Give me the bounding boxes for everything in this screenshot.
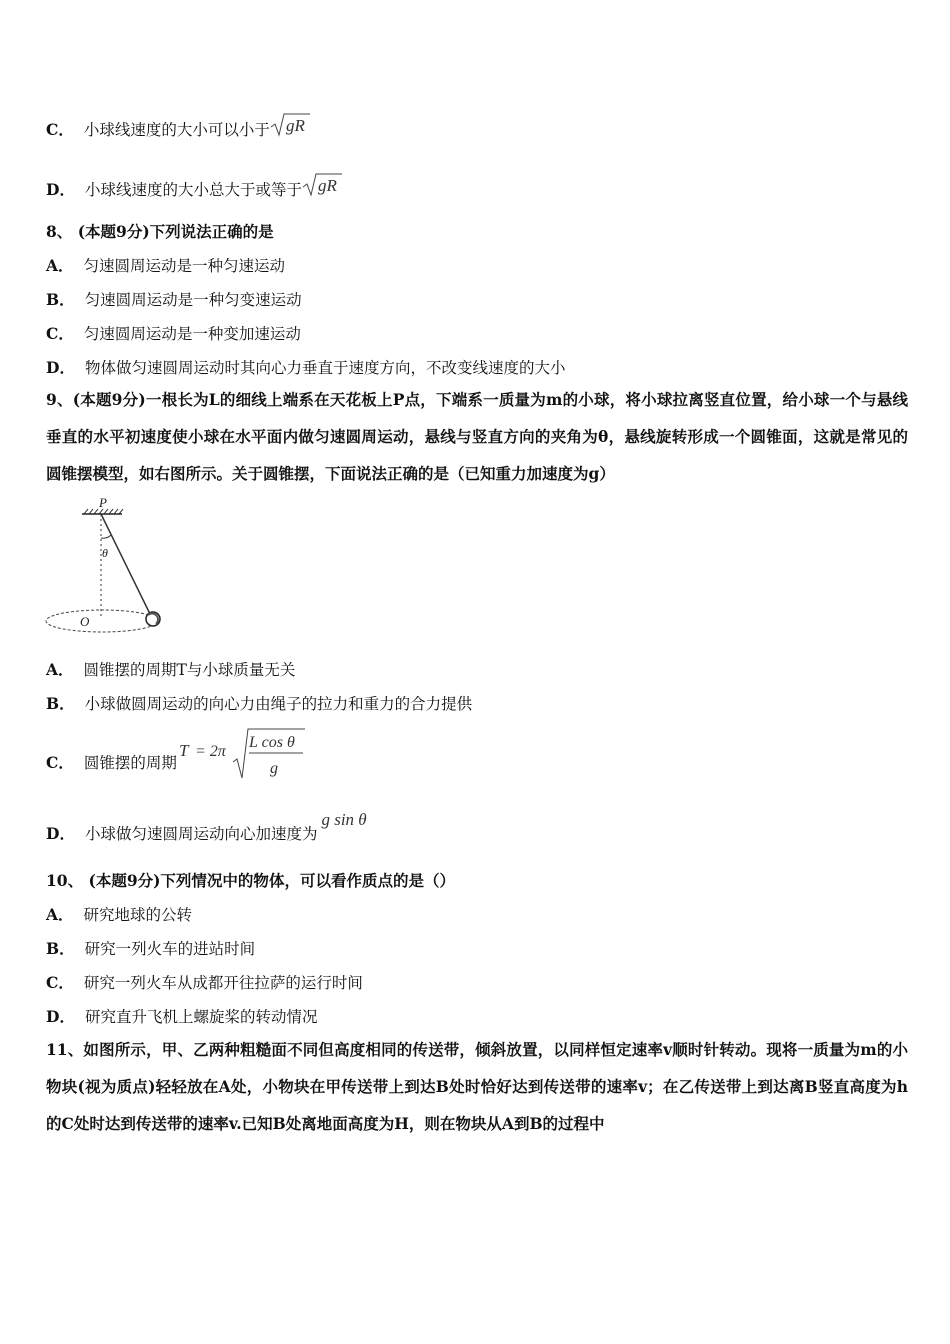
option-text: 匀速圆周运动是一种匀变速运动: [84, 291, 302, 309]
angle-arc: [101, 535, 111, 538]
q9-option-a[interactable]: [46, 658, 295, 680]
option-label: A．: [46, 905, 74, 924]
q10-option-c[interactable]: [46, 971, 363, 993]
option-label: D．: [46, 358, 75, 377]
q9-option-c[interactable]: [46, 726, 307, 782]
option-text: 小球做匀速圆周运动向心加速度为: [84, 825, 318, 843]
question-text: (本题9分)一根长为L的细线上端系在天花板上P点，下端系一质量为m的小球，将小球拉离竖直位置，给小球一个与悬线垂直的水平初速度使小球在水平面内做匀速圆周运动，悬线与竖直方向的夹角为θ，悬线旋转形成一个圆锥面，这就是常见的圆锥摆模型，如右图所示。关于圆锥摆，下面说法正确的是（已知重力加速度为g）: [46, 390, 908, 483]
option-text: 研究直升飞机上螺旋桨的转动情况: [84, 1008, 318, 1026]
q10-stem: [46, 869, 455, 891]
svg-text:g: g: [269, 760, 278, 777]
question-number: 11、: [46, 1040, 84, 1059]
svg-text:T: T: [178, 741, 189, 760]
string-line: [101, 514, 151, 616]
svg-text:= 2π: = 2π: [194, 743, 226, 760]
option-text: 小球线速度的大小可以小于: [83, 121, 270, 139]
q11-stem: [46, 1031, 908, 1142]
q10-option-b[interactable]: [46, 937, 255, 959]
q9-option-d[interactable]: [46, 808, 367, 844]
question-number: 10、: [46, 871, 84, 890]
sqrt-gr: [270, 112, 310, 138]
option-label: D．: [46, 824, 75, 843]
q9-option-b[interactable]: [46, 692, 472, 714]
option-label: A．: [46, 256, 74, 275]
orbit-ellipse: [46, 610, 158, 632]
option-label: C．: [46, 753, 74, 772]
q8-option-c[interactable]: [46, 322, 301, 344]
question-text: (本题9分)下列说法正确的是: [77, 222, 274, 241]
option-text: 圆锥摆的周期T与小球质量无关: [83, 661, 296, 679]
question-number: 9、: [46, 390, 73, 409]
conical-pendulum-figure: [44, 494, 164, 634]
option-label: B．: [46, 290, 75, 309]
q10-option-a[interactable]: [46, 903, 192, 925]
period-formula: [177, 726, 307, 782]
q8-option-a[interactable]: [46, 254, 285, 276]
option-label: C．: [46, 324, 74, 343]
label-p: P: [99, 495, 107, 510]
q7-option-d[interactable]: [46, 172, 342, 200]
label-o: O: [80, 614, 90, 629]
option-label: A．: [46, 660, 74, 679]
option-text: 匀速圆周运动是一种变加速运动: [83, 325, 301, 343]
svg-text:gR: gR: [317, 176, 337, 195]
option-text: 小球线速度的大小总大于或等于: [84, 181, 302, 199]
option-label: D．: [46, 180, 75, 199]
svg-text:L cos θ: L cos θ: [248, 734, 295, 751]
option-text: 小球做圆周运动的向心力由绳子的拉力和重力的合力提供: [84, 695, 473, 713]
option-text: 研究地球的公转: [83, 906, 193, 924]
question-text: 如图所示，甲、乙两种粗糙面不同但高度相同的传送带，倾斜放置，以同样恒定速率v顺时针转动。现将一质量为m的小物块(视为质点)轻轻放在A处，小物块在甲传送带上到达B处时恰好达到传送带的速率v；在乙传送带上到达离B竖直高度为h的C处时达到传送带的速率v.已知B处离地面高度为H，则在物块从A到B的过程中: [46, 1040, 908, 1133]
option-label: C．: [46, 973, 74, 992]
option-text: 研究一列火车从成都开往拉萨的运行时间: [83, 974, 363, 992]
option-text: 匀速圆周运动是一种匀速运动: [83, 257, 286, 275]
accel-formula: g sin θ: [321, 810, 367, 829]
question-number: 8、: [46, 222, 73, 241]
option-text: 研究一列火车的进站时间: [84, 940, 256, 958]
question-text: (本题9分)下列情况中的物体，可以看作质点的是（）: [88, 871, 455, 890]
q9-stem: [46, 381, 908, 492]
q10-option-d[interactable]: [46, 1005, 317, 1027]
q8-option-d[interactable]: [46, 356, 565, 378]
option-label: B．: [46, 939, 75, 958]
option-label: D．: [46, 1007, 75, 1026]
option-label: B．: [46, 694, 75, 713]
label-theta: θ: [102, 546, 108, 560]
option-label: C．: [46, 120, 74, 139]
option-text: 物体做匀速圆周运动时其向心力垂直于速度方向，不改变线速度的大小: [84, 359, 566, 377]
option-text: 圆锥摆的周期: [83, 754, 177, 772]
sqrt-gr: [302, 172, 342, 198]
q8-option-b[interactable]: [46, 288, 302, 310]
q8-stem: [46, 220, 274, 242]
q7-option-c[interactable]: [46, 112, 310, 140]
svg-text:gR: gR: [285, 116, 305, 135]
